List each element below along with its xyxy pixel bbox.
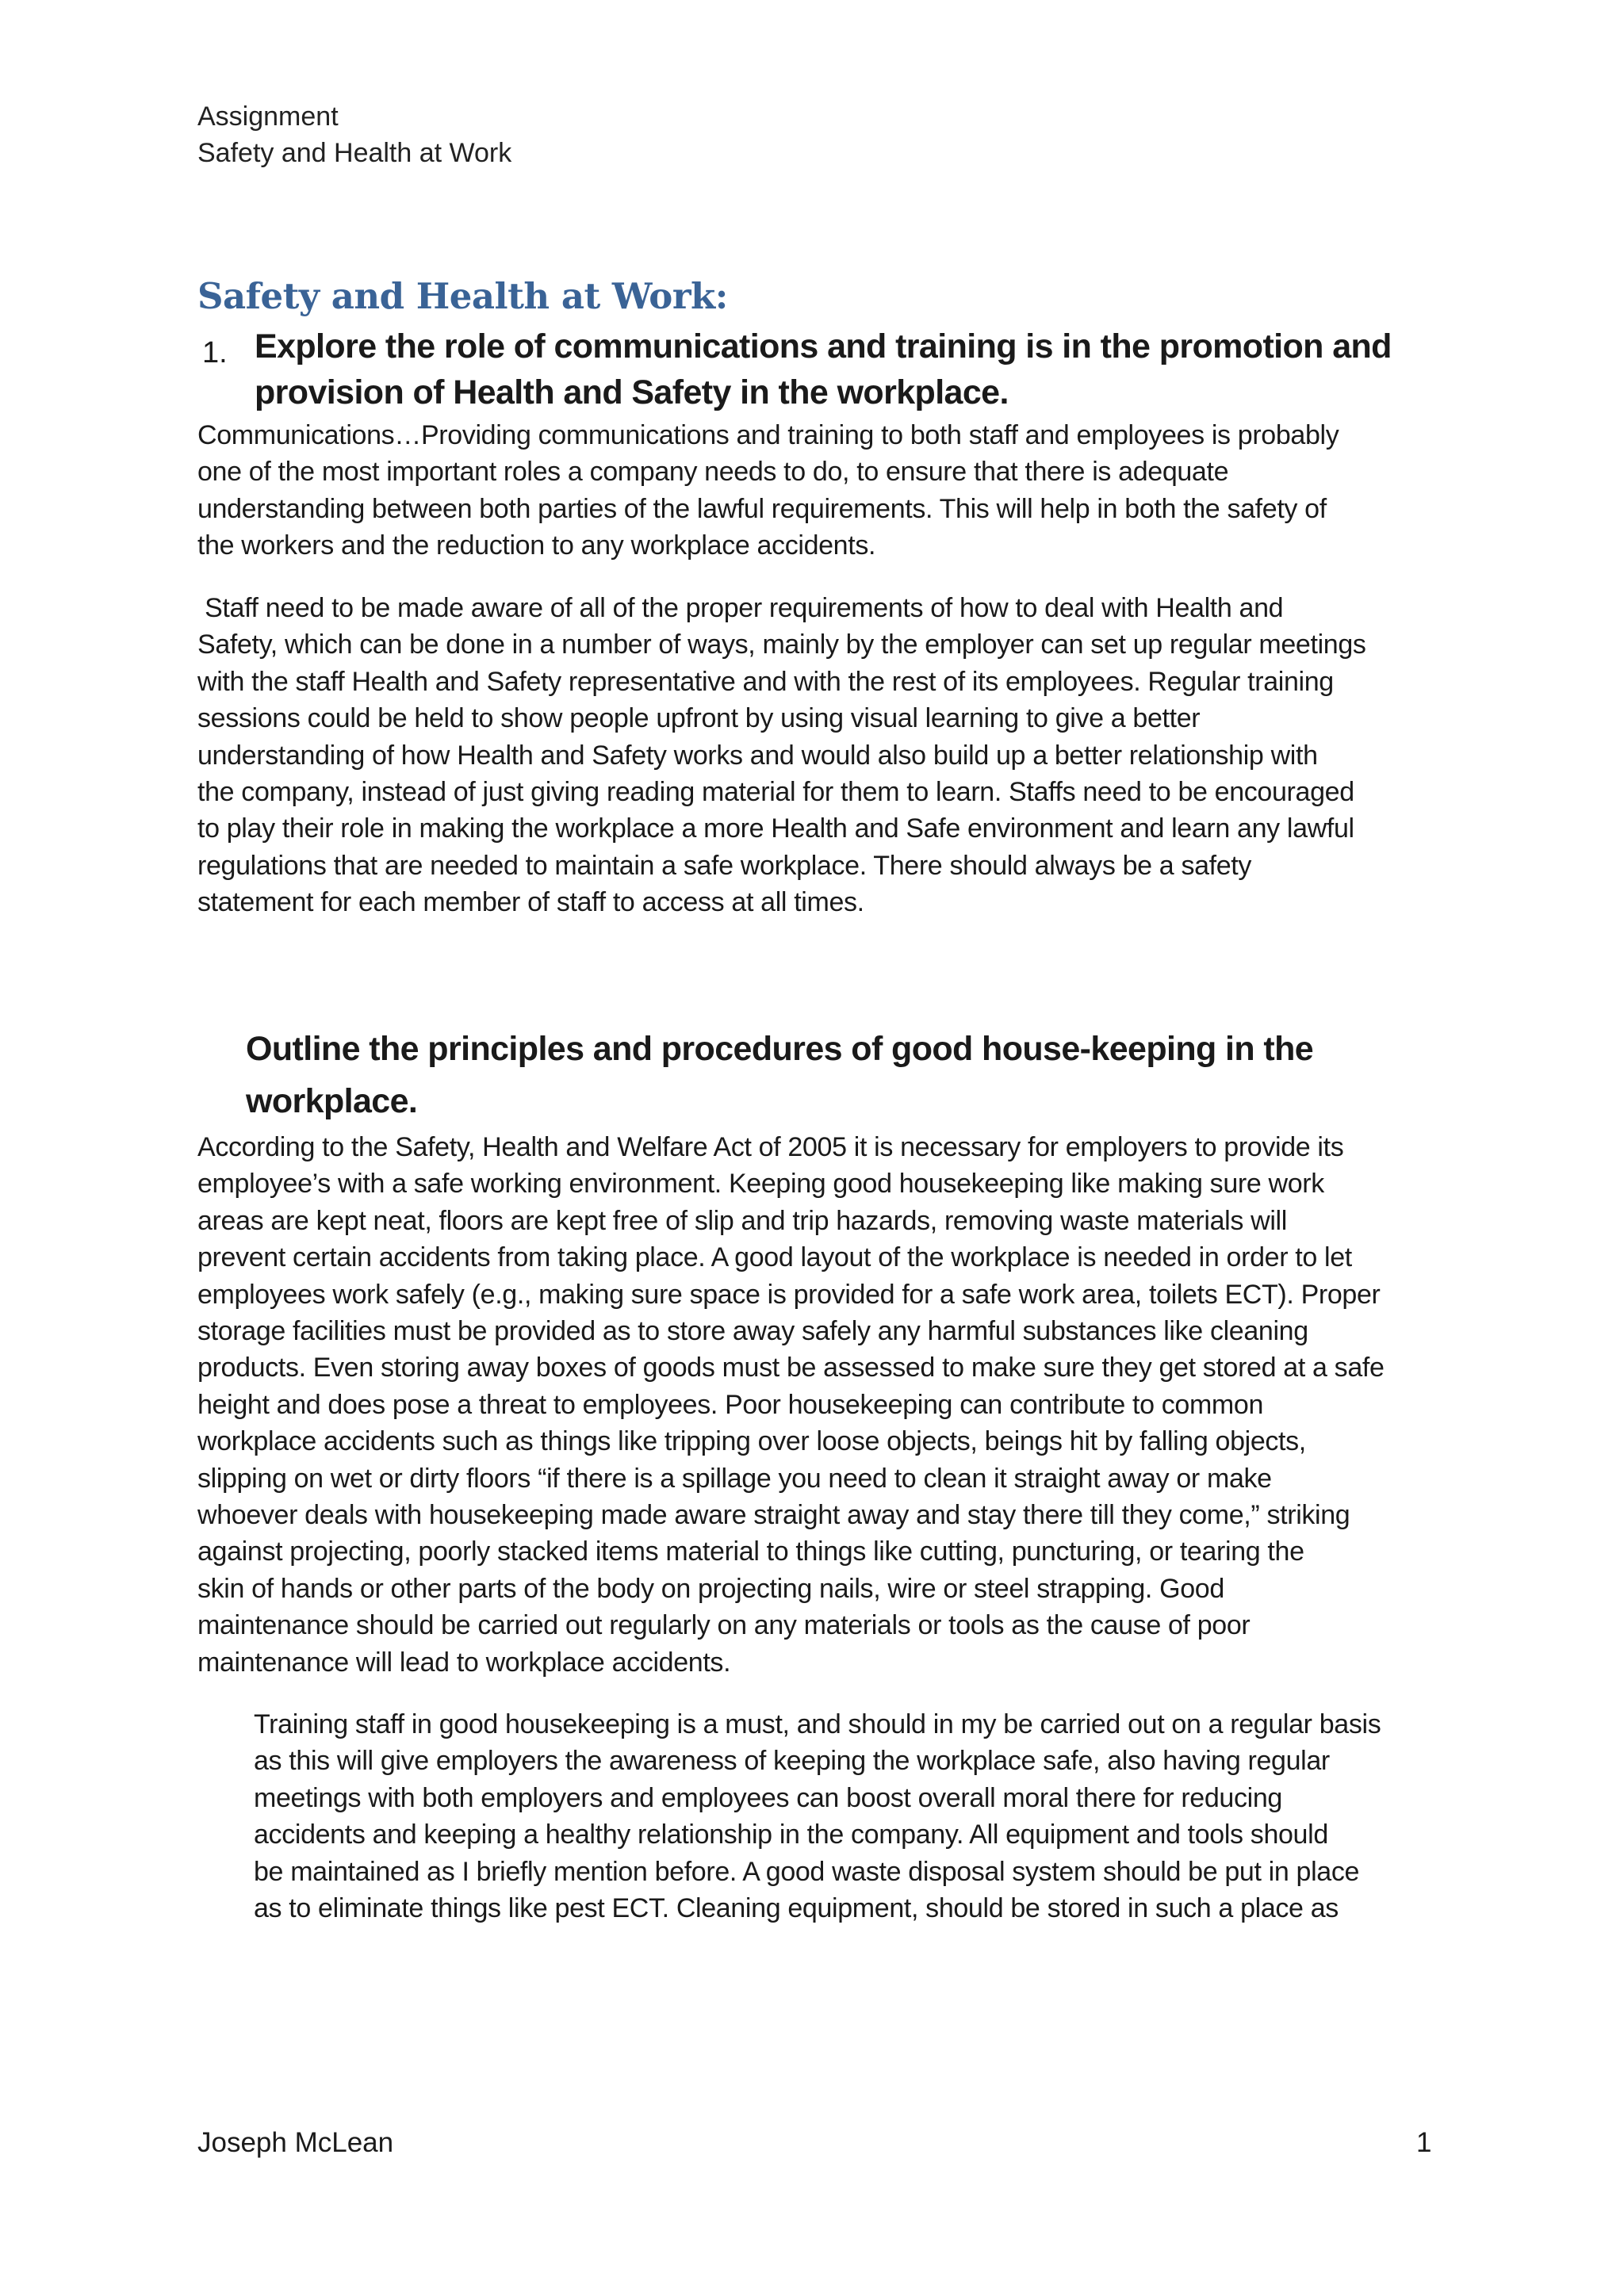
text-line: statement for each member of staff to access at all times. [197,887,864,918]
text-line: Communications…Providing communications and training to both staff and employees is probably [197,420,1339,450]
text-line: to play their role in making the workplace a more Health and Safe environment and learn any lawful [197,813,1354,844]
text-line: one of the most important roles a company needs to do, to ensure that there is adequate [197,457,1229,488]
text-line: workplace accidents such as things like tripping over loose objects, beings hit by falling objects, [197,1426,1306,1457]
question-2-line: workplace. [246,1082,418,1120]
text-line: storage facilities must be provided as to store away safely any harmful substances like cleaning [197,1316,1308,1347]
text-line: employees work safely (e.g., making sure space is provided for a safe work area, toilets ECT). Proper [197,1279,1381,1310]
text-line: areas are kept neat, floors are kept free of slip and trip hazards, removing waste materials will [197,1205,1287,1236]
question-1-heading [255,323,1434,415]
text-line: meetings with both employers and employees can boost overall moral there for reducing [254,1782,1282,1813]
text-line: whoever deals with housekeeping made aware straight away and stay there till they come,” striking [197,1500,1350,1531]
text-line: the workers and the reduction to any workplace accidents. [197,530,876,561]
text-line: maintenance should be carried out regularly on any materials or tools as the cause of poor [197,1610,1251,1641]
text-line: the company, instead of just giving reading material for them to learn. Staffs need to be encouraged [197,777,1354,808]
paragraph-training-staff [254,1706,1381,1927]
header-line-subject: Safety and Health at Work [197,138,512,168]
text-line: against projecting, poorly stacked items material to things like cutting, puncturing, or tearing the [197,1536,1304,1567]
footer-author: Joseph McLean [197,2127,394,2158]
paragraph-staff-awareness [197,590,1366,921]
text-line: as this will give employers the awareness of keeping the workplace safe, also having regular [254,1746,1330,1777]
text-line: with the staff Health and Safety representative and with the rest of its employees. Regular training [197,666,1334,697]
text-line: maintenance will lead to workplace accidents. [197,1647,731,1678]
header-line-assignment: Assignment [197,101,339,132]
page-header [197,98,511,171]
question-1 [197,323,1434,415]
question-2-line: Outline the principles and procedures of good house-keeping in the [246,1030,1314,1068]
text-line: understanding between both parties of the lawful requirements. This will help in both the safety of [197,493,1327,524]
text-line: According to the Safety, Health and Welfare Act of 2005 it is necessary for employers to provide its [197,1132,1344,1162]
text-line: understanding of how Health and Safety works and would also build up a better relationship with [197,740,1318,771]
text-line: be maintained as I briefly mention before. A good waste disposal system should be put in place [254,1856,1360,1887]
text-line: skin of hands or other parts of the body on projecting nails, wire or steel strapping. Good [197,1573,1224,1604]
text-line: regulations that are needed to maintain a safe workplace. There should always be a safety [197,850,1252,881]
text-line: sessions could be held to show people upfront by using visual learning to give a better [197,703,1201,734]
question-1-line: Explore the role of communications and training is in the promotion and [255,327,1392,365]
question-1-number: 1. [202,336,228,369]
text-line: Staff need to be made aware of all of the proper requirements of how to deal with Health and [197,593,1284,623]
footer-page-number: 1 [1416,2127,1432,2158]
question-2-heading [246,1023,1313,1127]
text-line: prevent certain accidents from taking place. A good layout of the workplace is needed in order to let [197,1242,1352,1273]
text-line: employee’s with a safe working environment. Keeping good housekeeping like making sure work [197,1169,1324,1200]
text-line: as to eliminate things like pest ECT. Cleaning equipment, should be stored in such a place as [254,1893,1339,1924]
question-1-line: provision of Health and Safety in the workplace. [255,373,1009,411]
document-title: Safety and Health at Work: [197,275,728,317]
text-line: products. Even storing away boxes of goods must be assessed to make sure they get stored at a safe [197,1353,1385,1383]
text-line: Training staff in good housekeeping is a must, and should in my be carried out on a regular basis [254,1709,1381,1739]
paragraph-communications [197,417,1339,564]
text-line: slipping on wet or dirty floors “if there is a spillage you need to clean it straight away or make [197,1463,1272,1494]
text-line: height and does pose a threat to employees. Poor housekeeping can contribute to common [197,1389,1264,1420]
text-line: Safety, which can be done in a number of ways, mainly by the employer can set up regular meetings [197,629,1366,660]
paragraph-housekeeping [197,1129,1385,1681]
text-line: accidents and keeping a healthy relationship in the company. All equipment and tools should [254,1820,1328,1850]
